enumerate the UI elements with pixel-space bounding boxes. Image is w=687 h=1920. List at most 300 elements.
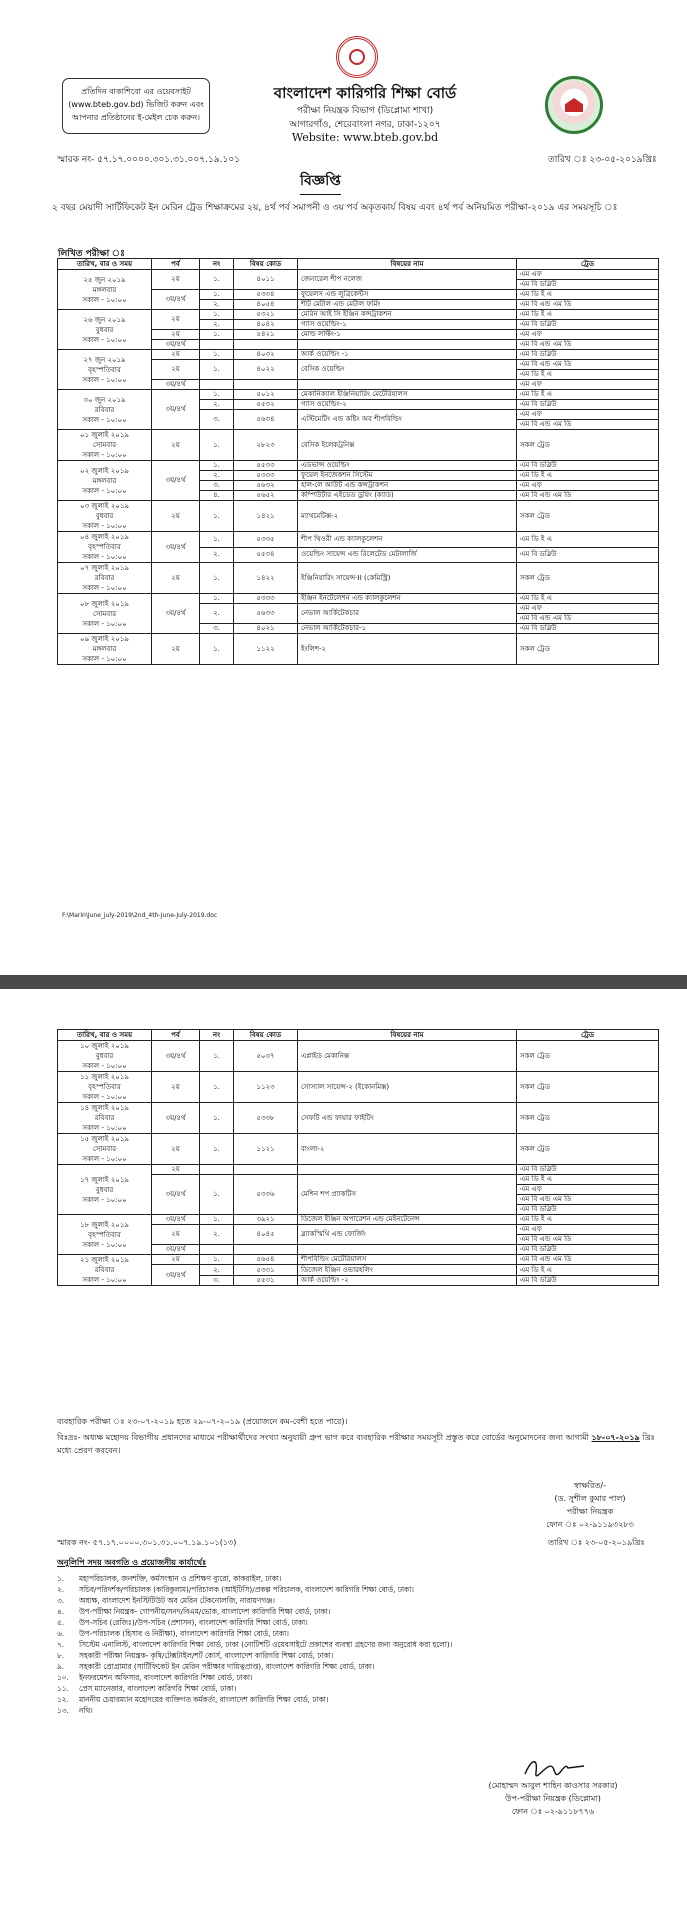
trade-cell: এম বি ডব্লিউ	[517, 461, 659, 471]
org-name: বাংলাদেশ কারিগরি শিক্ষা বোর্ড	[273, 84, 457, 102]
serial-cell	[200, 1165, 234, 1175]
website-info-box	[62, 78, 210, 134]
serial-cell: ৩.	[200, 410, 234, 430]
exam-date-line: সকাল - ১০:০০	[82, 375, 127, 384]
exam-date-line: রবিবার	[94, 405, 115, 414]
parba-cell: ২য়	[152, 360, 200, 380]
subject-name-cell: মেরিন আই সি ইঞ্জিন কন্সট্রাকশন	[298, 310, 517, 320]
serial-cell: ৩.	[200, 1276, 234, 1286]
subject-name-cell	[298, 380, 517, 390]
trade-cell: এম বি এন্ড এম ডি	[517, 300, 659, 310]
list-number: ১০.	[57, 1673, 69, 1682]
parba-cell: ৩য়/৪র্থ	[152, 1245, 200, 1255]
signatory-title: পরীক্ষা নিয়ন্ত্রক	[566, 1507, 614, 1516]
serial-cell: ২.	[200, 604, 234, 624]
table-row	[58, 461, 659, 471]
exam-date-line: সকাল - ১০:০০	[82, 1276, 127, 1284]
deputy-controller-signature-block	[468, 1779, 638, 1818]
exam-date-line: ১০ জুলাই ২০১৯	[80, 1042, 129, 1050]
serial-cell: ১.	[200, 634, 234, 665]
subject-code-cell: ১৪২২	[234, 563, 298, 594]
subject-code-cell: ৫৫৩২	[234, 400, 298, 410]
file-path: F:\Marin\June_july-2019\2nd_4th-June-July-2019.doc	[62, 912, 218, 919]
parba-cell: ২য়	[152, 501, 200, 532]
subject-name-cell: ইঞ্জিন ইনটেলেশন এন্ড ক্যালকুলেশন	[298, 594, 517, 604]
exam-date-line: মঙ্গলবার	[92, 476, 117, 485]
memo-number: স্মারক নং- ৫৭.১৭.০০০০.৩০১.৩১.০০৭.১৯.১০১	[57, 155, 241, 165]
table-row	[58, 1103, 659, 1134]
subject-code-cell: ৫৬৩৪	[234, 410, 298, 430]
info-line: আপনার প্রতিষ্ঠানের ই-মেইল চেক করুন।	[71, 113, 200, 122]
exam-date-cell	[58, 461, 152, 501]
subject-name-cell: শীপবিল্ডিং মেটেরিয়ালস	[298, 1255, 517, 1265]
serial-cell: ১.	[200, 290, 234, 300]
subject-code-cell: ৫৫৩৩	[234, 461, 298, 471]
subject-name-cell: মেকানিক্যাল ইঞ্জিনিয়ারিং মেটেরিয়ালস	[298, 390, 517, 400]
trade-cell: সকল ট্রেড	[517, 1072, 659, 1103]
serial-cell	[200, 380, 234, 390]
trade-cell: এম ডি ই এ	[517, 1265, 659, 1276]
signatory-name: (মোহাম্মদ আবুল শাহিন কাওসার সরকার)	[488, 1781, 618, 1790]
exam-date-cell	[58, 634, 152, 665]
exam-date-line: সোমবার	[92, 609, 117, 618]
info-line: প্রতিদিন বাকাশিবো এর ওয়েবসাইট	[81, 87, 191, 96]
exam-date-line: সোমবার	[92, 1145, 117, 1153]
copy-list-title: অনুলিপি সদয় অবগতি ও প্রয়োজনীয় কার্যার্থেঃ	[57, 1558, 207, 1567]
trade-cell: এম বি এন্ড এম ডি	[517, 360, 659, 370]
trade-cell: এম এফ	[517, 270, 659, 280]
memo2-date: তারিখ ঃ ২৩-০৫-২০১৯খ্রিঃ	[548, 1538, 645, 1547]
subject-name-cell	[298, 340, 517, 350]
exam-schedule-table-1	[57, 258, 659, 665]
exam-date-line: ০১ জুলাই ২০১৯	[80, 431, 129, 439]
serial-cell: ২.	[200, 400, 234, 410]
parba-cell: ৩য়/৪র্থ	[152, 390, 200, 430]
list-text: সিস্টেম এনালিস্ট, বাংলাদেশ কারিগরি শিক্ষা বোর্ড, ঢাকা (নোটিশটি ওয়েবসাইটে প্রকাশের ব্যবস্থা গ্রহণের জন্য অনুরোধ করা হলো)।	[79, 1640, 453, 1649]
col-no: নং	[200, 259, 234, 270]
list-text: নথি।	[79, 1706, 93, 1715]
trade-cell: এম বি ডব্লিউ	[517, 320, 659, 330]
parba-cell: ৩য়/৪র্থ	[152, 1215, 200, 1225]
serial-cell: ১.	[200, 310, 234, 320]
parba-cell: ২য়	[152, 1255, 200, 1265]
parba-cell: ৩য়/৪র্থ	[152, 380, 200, 390]
subject-code-cell: ৪০৪২	[234, 320, 298, 330]
col-parba: পর্ব	[152, 1030, 200, 1041]
subject-code-cell: ৪০৪৫	[234, 1225, 298, 1245]
subject-code-cell: ৫৫৩১	[234, 1276, 298, 1286]
division-name: পরীক্ষা নিয়ন্ত্রক বিভাগ (ডিপ্লোমা শাখা)	[296, 106, 434, 116]
trade-cell: এম এফ	[517, 1185, 659, 1195]
list-number: ৮.	[57, 1651, 65, 1660]
parba-cell: ৩য়/৪র্থ	[152, 461, 200, 501]
trade-cell: এম বি ডব্লিউ	[517, 1276, 659, 1286]
table-row	[58, 1041, 659, 1072]
parba-cell: ৩য়/৪র্থ	[152, 1175, 200, 1215]
trade-cell: সকল ট্রেড	[517, 563, 659, 594]
trade-cell: এম ডি ই এ	[517, 594, 659, 604]
exam-date-line: সকাল - ১০:০০	[82, 1062, 127, 1070]
exam-date-line: সকাল - ১০:০০	[82, 1093, 127, 1101]
subject-code-cell	[234, 1245, 298, 1255]
list-item	[57, 1628, 657, 1639]
signatory-phone: ফোন ঃ ০২-৯১১৮৭৭৬	[511, 1807, 595, 1816]
subject-code-cell: ৩৯২১	[234, 1215, 298, 1225]
list-text: ইনফরমেশন অফিসার, বাংলাদেশ কারিগরি শিক্ষা বোর্ড, ঢাকা।	[79, 1673, 253, 1682]
subject-name-cell: এস্টিমেটিং এন্ড কষ্টিং অব শীপবিল্ডিং	[298, 410, 517, 430]
trade-cell: এম বি ডব্লিউ	[517, 1205, 659, 1215]
parba-cell: ২য়	[152, 1134, 200, 1165]
website: Website: www.bteb.gov.bd	[291, 131, 439, 144]
serial-cell: ১.	[200, 360, 234, 380]
col-subject: বিষয়ের নাম	[298, 1030, 517, 1041]
notice-page-2	[0, 989, 687, 1920]
table-row	[58, 430, 659, 461]
exam-date-line: ০৩ জুলাই ২০১৯	[80, 502, 129, 510]
serial-cell: ১.	[200, 1215, 234, 1225]
list-text: মাননীয় চেয়ারম্যান মহোদয়ের ব্যক্তিগত কর্মকর্তা, বাংলাদেশ কারিগরি শিক্ষা বোর্ড, ঢাকা।	[79, 1695, 329, 1704]
trade-cell: এম ডি ই এ	[517, 1175, 659, 1185]
subject-name-cell: নেভাল আর্কিটেকচার-১	[298, 624, 517, 634]
subject-code-cell: ৫৬৩২	[234, 481, 298, 491]
subject-code-cell: ৫৫৩৪	[234, 547, 298, 563]
trade-cell: সকল ট্রেড	[517, 1103, 659, 1134]
subject-name-cell	[298, 1165, 517, 1175]
col-parba: পর্ব	[152, 259, 200, 270]
list-item	[57, 1573, 657, 1584]
subject-name-cell: গ্যাস ওয়েল্ডিং-২	[298, 400, 517, 410]
exam-date-line: সকাল - ১০:০০	[82, 522, 127, 530]
subject-name-cell: ডিজেল ইঞ্জিন অপারেশন এন্ড মেইনটেনেন্স	[298, 1215, 517, 1225]
copy-recipient-list	[57, 1573, 657, 1716]
table-row	[58, 501, 659, 532]
subject-code-cell: ১১২২	[234, 634, 298, 665]
subject-code-cell: ৫৬৫৪	[234, 1255, 298, 1265]
parba-cell: ৩য়/৪র্থ	[152, 532, 200, 563]
address: আগারগাঁও, শেরেবাংলা নগর, ঢাকা-১২০৭	[289, 120, 441, 130]
exam-date-line: বৃহস্পতিবার	[88, 365, 121, 374]
board-logo-icon	[545, 76, 603, 134]
subject-code-cell: ১১২৩	[234, 1072, 298, 1103]
exam-date-line: বুধবার	[95, 1052, 114, 1060]
subject-name-cell: জেনারেল শীপ নলেজ	[298, 270, 517, 290]
exam-date-cell	[58, 350, 152, 390]
exam-date-line: সকাল - ১০:০০	[82, 553, 127, 561]
signature-scribble-icon	[520, 1754, 590, 1780]
serial-cell: ১.	[200, 430, 234, 461]
trade-cell: এম বি ডব্লিউ	[517, 400, 659, 410]
trade-cell: এম বি এন্ড এম ডি	[517, 614, 659, 624]
signatory-phone: ফোন ঃ ০২-৯১১৯৩২৮৩	[546, 1520, 634, 1529]
trade-cell: এম বি এন্ড এম ডি	[517, 420, 659, 430]
serial-cell: ২.	[200, 1265, 234, 1276]
serial-cell	[200, 340, 234, 350]
exam-date-line: ৩০ জুন ২০১৯	[83, 395, 126, 404]
serial-cell: ১.	[200, 1072, 234, 1103]
parba-cell: ২য়	[152, 563, 200, 594]
subject-name-cell: বেসিক ইলেকট্রনিক্স	[298, 430, 517, 461]
subject-name-cell: এপ্লাইড মেকানিক্স	[298, 1041, 517, 1072]
table-row	[58, 634, 659, 665]
trade-cell: এম বি ডব্লিউ	[517, 1165, 659, 1175]
serial-cell: ১.	[200, 461, 234, 471]
subject-code-cell: ৪০৩২	[234, 350, 298, 360]
serial-cell: ১.	[200, 270, 234, 290]
exam-date-line: সকাল - ১০:০০	[82, 655, 127, 663]
exam-date-line: বুধবার	[95, 325, 114, 334]
exam-date-line: সকাল - ১০:০০	[82, 335, 127, 344]
list-item	[57, 1606, 657, 1617]
trade-cell: এম বি এন্ড এম ডি	[517, 1195, 659, 1205]
table-row	[58, 1215, 659, 1225]
trade-cell: সকল ট্রেড	[517, 501, 659, 532]
serial-cell: ১.	[200, 1175, 234, 1215]
subject-name-cell: সেফটি এন্ড ফায়ার ফাইটিং	[298, 1103, 517, 1134]
exam-date-cell	[58, 1165, 152, 1215]
serial-cell: ৩.	[200, 481, 234, 491]
exam-date-line: ২৬ জুন ২০১৯	[83, 315, 126, 324]
exam-date-line: সকাল - ১০:০০	[82, 584, 127, 592]
subject-name-cell: এডভান্স ওয়েল্ডিং	[298, 461, 517, 471]
subject-code-cell: ৫৩৩৬	[234, 1175, 298, 1215]
parba-cell: ২য়	[152, 1165, 200, 1175]
trade-cell: এম বি ডব্লিউ	[517, 547, 659, 563]
note-deadline-date: ১৮-০৭-২০১৯	[591, 1433, 640, 1442]
practical-exam-note: ব্যবহারিক পরীক্ষা ঃ ২৩-০৭-২০১৯ হতে ২৯-০৭-২০১৯ (প্রয়োজনে কম-বেশী হতে পারে)।	[57, 1417, 348, 1426]
trade-cell: এম বি এন্ড এম ডি	[517, 1235, 659, 1245]
col-trade: ট্রেড	[517, 259, 659, 270]
serial-cell: ১.	[200, 330, 234, 340]
exam-date-line: সকাল - ১০:০০	[82, 1240, 127, 1249]
info-line: (www.bteb.gov.bd) ভিজিট করুন এবং	[68, 100, 204, 109]
subject-code-cell: ৫৩৩৪	[234, 290, 298, 300]
trade-cell: এম ডি ই এ	[517, 370, 659, 380]
list-number: ৫.	[57, 1618, 65, 1627]
subject-name-cell: আর্ক ওয়েল্ডিং -২	[298, 1276, 517, 1286]
exam-date-line: সোমবার	[92, 441, 117, 449]
exam-date-line: ০২ জুলাই ২০১৯	[80, 466, 129, 475]
exam-date-cell	[58, 270, 152, 310]
trade-cell: এম এফ	[517, 604, 659, 614]
exam-date-line: ২৫ জুন ২০১৯	[83, 275, 126, 284]
note-text-end: খ্রিঃ মধ্যে প্রেরণ করবেন।	[57, 1433, 655, 1455]
memo2-number: স্মারক নং- ৫৭.১৭.০০০০.৩০১.৩১.০০৭.১৯.১০১(১৩)	[57, 1538, 237, 1547]
exam-date-line: বুধবার	[95, 512, 114, 520]
government-seal-icon	[336, 36, 378, 78]
exam-date-cell	[58, 1103, 152, 1134]
subject-code-cell: ৪০৫৪	[234, 300, 298, 310]
special-note	[57, 1431, 657, 1457]
table-row	[58, 594, 659, 604]
parba-cell: ২য়	[152, 1072, 200, 1103]
exam-date-line: ১৮ জুলাই ২০১৯	[80, 1220, 129, 1229]
table-row	[58, 390, 659, 400]
serial-cell: ১.	[200, 390, 234, 400]
parba-cell: ৩য়/৪র্থ	[152, 594, 200, 634]
subject-name-cell: ডিজেল ইঞ্জিন ওভারহলিং	[298, 1265, 517, 1276]
exam-date-line: সকাল - ১০:০০	[82, 415, 127, 424]
parba-cell: ২য়	[152, 350, 200, 360]
subject-code-cell: ২৮২৩	[234, 430, 298, 461]
exam-date-line: রবিবার	[94, 1266, 115, 1274]
exam-date-line: সকাল - ১০:০০	[82, 1195, 127, 1204]
serial-cell: ১.	[200, 1103, 234, 1134]
parba-cell: ২য়	[152, 1225, 200, 1245]
list-item	[57, 1639, 657, 1650]
subject-name-cell: শীট মেটাল এন্ড মেটাল ফর্মিং	[298, 300, 517, 310]
exam-date-line: ০৯ জুলাই ২০১৯	[80, 635, 129, 643]
exam-date-line: সকাল - ১০:০০	[82, 619, 127, 628]
subject-name-cell: হাল-লে আউট এন্ড কন্সট্রাকশন	[298, 481, 517, 491]
exam-date-line: ০৭ জুলাই ২০১৯	[80, 564, 129, 572]
trade-cell: সকল ট্রেড	[517, 430, 659, 461]
subject-code-cell: ৫৩৩৮	[234, 1103, 298, 1134]
list-item	[57, 1683, 657, 1694]
serial-cell: ১.	[200, 1041, 234, 1072]
exam-date-line: বুধবার	[95, 1185, 114, 1194]
list-text: উপ-পরিচালক (হিসাব ও নিরীক্ষা), বাংলাদেশ কারিগরি শিক্ষা বোর্ড, ঢাকা।	[79, 1629, 289, 1638]
subject-code-cell: ৫০১২	[234, 390, 298, 400]
exam-date-line: মঙ্গলবার	[92, 645, 117, 653]
subject-code-cell: ১১২১	[234, 1134, 298, 1165]
subject-name-cell: ইংলিশ-২	[298, 634, 517, 665]
parba-cell: ২য়	[152, 330, 200, 340]
trade-cell: এম বি ডব্লিউ	[517, 624, 659, 634]
table-row	[58, 1072, 659, 1103]
list-text: সহকারী পরীক্ষা নিয়ন্ত্রক- কৃষি/টেক্সটাইল/শর্ট কোর্স, বাংলাদেশ কারিগরি শিক্ষা বোর্ড, ঢাকা।	[79, 1651, 334, 1660]
exam-date-line: সকাল - ১০:০০	[82, 295, 127, 304]
table-row	[58, 350, 659, 360]
subject-code-cell: ৫৩৩৩	[234, 594, 298, 604]
parba-cell: ৩য়/৪র্থ	[152, 1041, 200, 1072]
exam-date-cell	[58, 1215, 152, 1255]
memo-date: তারিখ ঃ ২৩-০৫-২০১৯খ্রিঃ	[548, 155, 657, 165]
table-row	[58, 270, 659, 280]
list-item	[57, 1595, 657, 1606]
exam-date-cell	[58, 1041, 152, 1072]
trade-cell: সকল ট্রেড	[517, 634, 659, 665]
col-code: বিষয় কোড	[234, 1030, 298, 1041]
exam-date-line: ০৮ জুলাই ২০১৯	[80, 599, 129, 608]
parba-cell: ৩য়/৪র্থ	[152, 1265, 200, 1286]
subject-code-cell: ৫৩৩৩	[234, 471, 298, 481]
exam-schedule-table-2	[57, 1029, 659, 1286]
serial-cell: ১.	[200, 501, 234, 532]
serial-cell: ২.	[200, 471, 234, 481]
subject-name-cell: ফুয়েলস এন্ড লুব্রিকেন্টস	[298, 290, 517, 300]
table-row	[58, 1165, 659, 1175]
list-number: ২.	[57, 1585, 65, 1594]
subject-name-cell: শীপ থিওরী এন্ড ক্যালকুলেশন	[298, 532, 517, 548]
subject-name-cell	[298, 1245, 517, 1255]
subject-name-cell: ওয়েল্ডিং সায়েন্স এন্ড রিলেটেড মেটালার্জি	[298, 547, 517, 563]
exam-date-line: ১৭ জুলাই ২০১৯	[80, 1175, 129, 1184]
exam-date-line: রবিবার	[94, 1114, 115, 1122]
signed-label: স্বাক্ষরিত/-	[574, 1481, 606, 1490]
subject-name-cell: মোল্ড লফ্টিং-১	[298, 330, 517, 340]
exam-date-cell	[58, 501, 152, 532]
list-item	[57, 1705, 657, 1716]
subject-code-cell: ৫৩৩৫	[234, 532, 298, 548]
subject-name-cell: গ্যাস ওয়েল্ডিং-১	[298, 320, 517, 330]
subject-code-cell: ১৪২১	[234, 501, 298, 532]
list-number: ১১.	[57, 1684, 69, 1693]
list-item	[57, 1584, 657, 1595]
exam-date-cell	[58, 430, 152, 461]
list-number: ৬.	[57, 1629, 65, 1638]
parba-cell: ২য়	[152, 270, 200, 290]
subject-code-cell: ৪০২১	[234, 624, 298, 634]
trade-cell: এম ডি ই এ	[517, 1215, 659, 1225]
exam-date-line: সকাল - ১০:০০	[82, 486, 127, 495]
exam-date-line: রবিবার	[94, 574, 115, 582]
list-item	[57, 1694, 657, 1705]
list-item	[57, 1672, 657, 1683]
parba-cell: ৩য়/৪র্থ	[152, 290, 200, 310]
col-no: নং	[200, 1030, 234, 1041]
table-row	[58, 532, 659, 548]
trade-cell: এম ডি ই এ	[517, 290, 659, 300]
subject-name-cell: মেশিন শপ প্র্যাকটিস	[298, 1175, 517, 1215]
parba-cell: ৩য়/৪র্থ	[152, 1103, 200, 1134]
signatory-name: (ড. সুশীল কুমার পাল)	[554, 1494, 626, 1503]
exam-date-line: ১১ জুলাই ২০১৯	[80, 1073, 129, 1081]
list-text: উপ-সচিব (রেজিঃ)/উপ-সচিব (প্রশাসন), বাংলাদেশ কারিগরি শিক্ষা বোর্ড, ঢাকা।	[79, 1618, 308, 1627]
exam-date-cell	[58, 390, 152, 430]
exam-date-cell	[58, 1072, 152, 1103]
list-item	[57, 1617, 657, 1628]
table-row	[58, 310, 659, 320]
trade-cell: সকল ট্রেড	[517, 1134, 659, 1165]
trade-cell: এম বি ডব্লিউ	[517, 1245, 659, 1255]
exam-date-cell	[58, 532, 152, 563]
list-item	[57, 1650, 657, 1661]
exam-date-line: ২৭ জুন ২০১৯	[83, 355, 126, 364]
subject-name-cell: বেসিক ওয়েল্ডিং	[298, 360, 517, 380]
subject-name-cell: সোস্যাল সায়েন্স-২ (ইকোনমিক্স)	[298, 1072, 517, 1103]
col-date: তারিখ, বার ও সময়	[58, 1030, 152, 1041]
subject-name-cell: ইঞ্জিনিয়ারিং সায়েন্স-II (কেমিস্ট্রি)	[298, 563, 517, 594]
written-exam-label: লিখিত পরীক্ষা ঃ	[58, 249, 125, 259]
subject-name-cell: বাংলা-২	[298, 1134, 517, 1165]
parba-cell: ২য়	[152, 310, 200, 330]
note-text: বিঃদ্রঃ- অধ্যক্ষ মহোদয় বিভাগীয় প্রধানদের মাধ্যমে পরীক্ষার্থীদের সংখ্যা অনুযায়ী গ্রুপ ভাগ করে ব্যবহারিক পরীক্ষার সময়সূচী প্রস্তুত করে বোর্ডের অনুমোদনের জন্য আগামী	[57, 1433, 589, 1442]
list-number: ১২.	[57, 1695, 69, 1704]
parba-cell: ২য়	[152, 634, 200, 665]
subject-name-cell: ব্ল্যাকস্মিথি এন্ড ফোর্জিং	[298, 1225, 517, 1245]
serial-cell: ৪.	[200, 491, 234, 501]
table-row	[58, 1134, 659, 1165]
subject-code-cell: ৫৬৩৩	[234, 604, 298, 624]
serial-cell: ১.	[200, 350, 234, 360]
controller-signature-block	[520, 1479, 660, 1531]
trade-cell: এম এফ	[517, 330, 659, 340]
exam-date-line: বৃহস্পতিবার	[88, 1083, 121, 1091]
serial-cell: ১.	[200, 1134, 234, 1165]
exam-date-line: মঙ্গলবার	[92, 285, 117, 294]
serial-cell: ৩.	[200, 624, 234, 634]
exam-date-line: ১৫ জুলাই ২০১৯	[80, 1135, 129, 1143]
signatory-title: উপ-পরীক্ষা নিয়ন্ত্রক (ডিপ্লোমা)	[505, 1794, 601, 1803]
col-code: বিষয় কোড	[234, 259, 298, 270]
exam-date-line: সকাল - ১০:০০	[82, 1155, 127, 1163]
subject-code-cell	[234, 380, 298, 390]
exam-date-line: ২১ জুলাই ২০১৯	[80, 1256, 129, 1264]
serial-cell: ১.	[200, 594, 234, 604]
trade-cell: এম ডি ই এ	[517, 532, 659, 548]
list-number: ৪.	[57, 1607, 65, 1616]
subject-code-cell: ৪০২২	[234, 360, 298, 380]
